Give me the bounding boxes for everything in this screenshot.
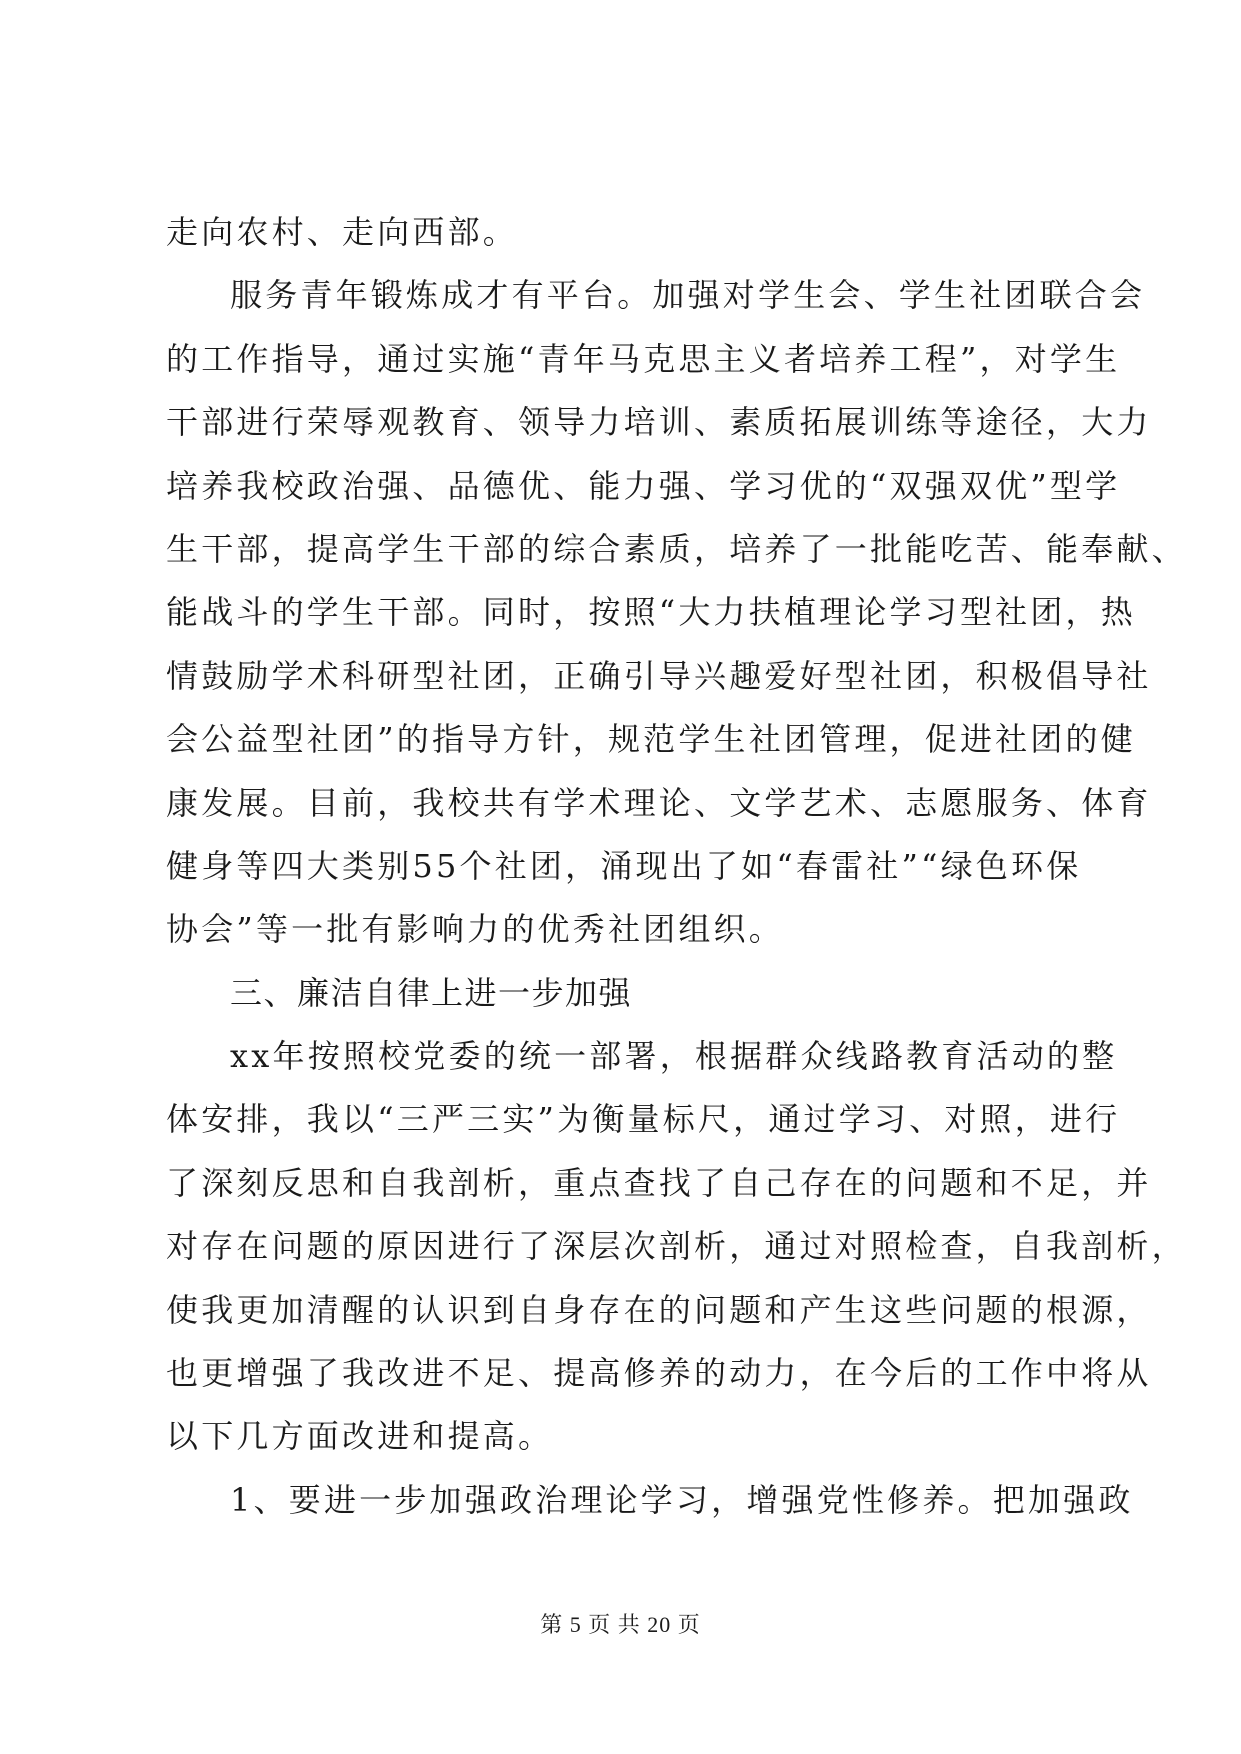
paragraph-start-line: 服务青年锻炼成才有平台。加强对学生会、学生社团联合会: [230, 276, 1146, 315]
text-line: 干部进行荣辱观教育、领导力培训、素质拓展训练等途径，大力: [166, 403, 1152, 442]
section-heading: 三、廉洁自律上进一步加强: [230, 973, 633, 1012]
text-line: 情鼓励学术科研型社团，正确引导兴趣爱好型社团，积极倡导社: [166, 656, 1152, 695]
text-line: 能战斗的学生干部。同时，按照“大力扶植理论学习型社团，热: [166, 593, 1136, 632]
text-line: 健身等四大类别55个社团，涌现出了如“春雷社”“绿色环保: [166, 846, 1082, 885]
text-line: 对存在问题的原因进行了深层次剖析，通过对照检查，自我剖析，: [166, 1227, 1187, 1266]
text-line: 以下几方面改进和提高。: [166, 1417, 554, 1456]
page-number-footer: 第 5 页 共 20 页: [540, 1612, 701, 1637]
document-body: [166, 209, 1187, 1540]
text-line: 协会”等一批有影响力的优秀社团组织。: [166, 910, 784, 949]
paragraph-start-line: 1、要进一步加强政治理论学习，增强党性修养。把加强政: [230, 1480, 1134, 1519]
text-line: 康发展。目前，我校共有学术理论、文学艺术、志愿服务、体育: [166, 783, 1152, 822]
text-line: 使我更加清醒的认识到自身存在的问题和产生这些问题的根源，: [166, 1290, 1152, 1329]
text-line: 的工作指导，通过实施“青年马克思主义者培养工程”，对学生: [166, 339, 1121, 378]
text-line: 也更增强了我改进不足、提高修养的动力，在今后的工作中将从: [166, 1354, 1152, 1393]
text-line: 会公益型社团”的指导方针，规范学生社团管理，促进社团的健: [166, 720, 1136, 759]
text-line: 了深刻反思和自我剖析，重点查找了自己存在的问题和不足，并: [166, 1163, 1152, 1202]
paragraph-start-line: xx年按照校党委的统一部署，根据群众线路教育活动的整: [230, 1037, 1118, 1076]
text-line: 体安排，我以“三严三实”为衡量标尺，通过学习、对照，进行: [166, 1100, 1121, 1139]
text-line: 培养我校政治强、品德优、能力强、学习优的“双强双优”型学: [166, 466, 1121, 505]
text-line: 生干部，提高学生干部的综合素质，培养了一批能吃苦、能奉献、: [166, 529, 1187, 568]
text-line: 走向农村、走向西部。: [166, 213, 519, 251]
